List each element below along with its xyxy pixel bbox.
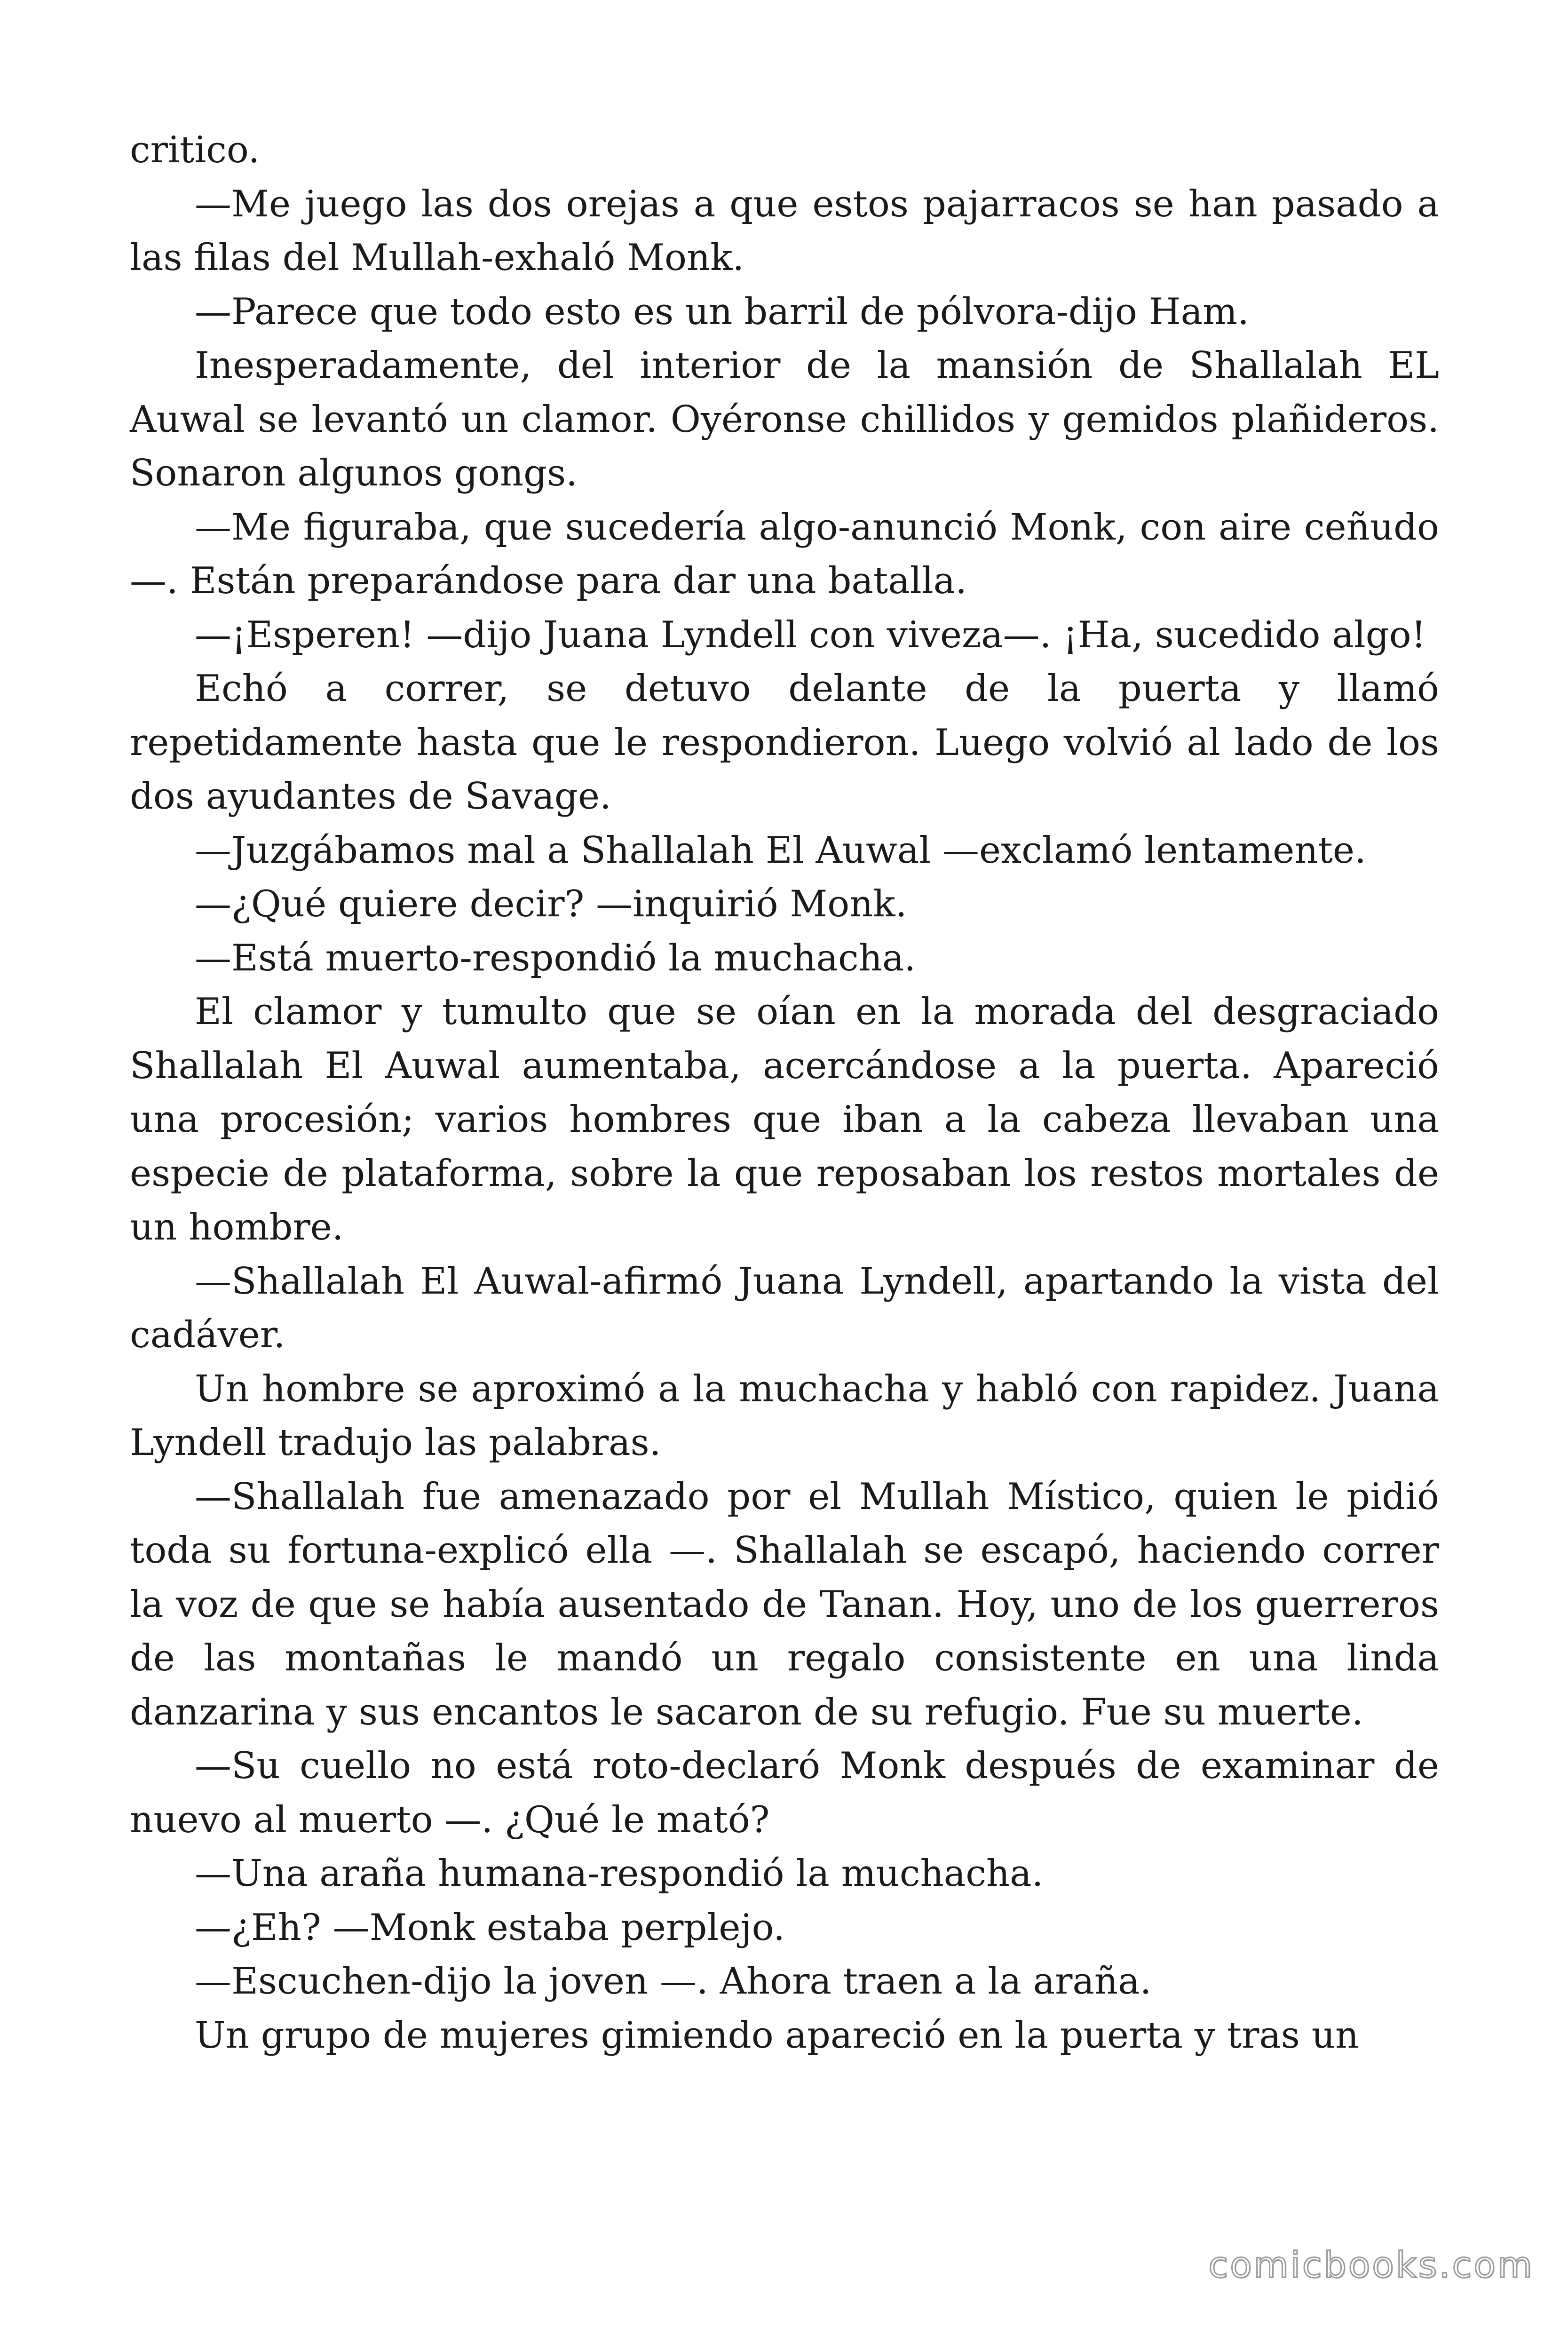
paragraph: —Una araña humana-respondió la muchacha. bbox=[195, 1852, 1044, 1895]
paragraph: —Me juego las dos orejas a que estos pajarracos se han pasado a las filas del Mullah-exhaló Monk. bbox=[130, 183, 1439, 279]
paragraph: Un hombre se aproximó a la muchacha y habló con rapidez. Juana Lyndell tradujo las palabras. bbox=[130, 1367, 1439, 1464]
paragraph: Echó a correr, se detuvo delante de la puerta y llamó repetidamente hasta que le respondieron. Luego volvió al lado de los dos ayudantes de Savage. bbox=[130, 667, 1439, 818]
paragraph: —¿Eh? —Monk estaba perplejo. bbox=[195, 1906, 785, 1949]
paragraph: —Juzgábamos mal a Shallalah El Auwal —exclamó lentamente. bbox=[195, 829, 1366, 872]
paragraph: —Shallalah El Auwal-afirmó Juana Lyndell, apartando la vista del cadáver. bbox=[130, 1260, 1439, 1356]
site-watermark: comicbooks.com bbox=[1208, 2244, 1534, 2286]
paragraph: —Su cuello no está roto-declaró Monk después de examinar de nuevo al muerto —. ¿Qué le mató? bbox=[130, 1745, 1439, 1841]
body-text bbox=[130, 123, 1439, 2062]
paragraph: —¿Qué quiere decir? —inquirió Monk. bbox=[195, 883, 907, 925]
paragraph: Inesperadamente, del interior de la mansión de Shallalah EL Auwal se levantó un clamor. Oyéronse chillidos y gemidos plañideros. Sonaron algunos gongs. bbox=[130, 344, 1439, 494]
paragraph: —Escuchen-dijo la joven —. Ahora traen a la araña. bbox=[195, 1960, 1152, 2002]
paragraph: —¡Esperen! —dijo Juana Lyndell con viveza—. ¡Ha, sucedido algo! bbox=[195, 613, 1426, 656]
paragraph: critico. bbox=[130, 129, 260, 171]
paragraph: —Parece que todo esto es un barril de pólvora-dijo Ham. bbox=[195, 290, 1249, 333]
paragraph: —Está muerto-respondió la muchacha. bbox=[195, 937, 916, 979]
paragraph: —Shallalah fue amenazado por el Mullah Místico, quien le pidió toda su fortuna-explicó ella —. Shallalah se escapó, haciendo correr la voz de que se había ausentado de Tanan. Hoy, uno de los guerreros de las montañas le mandó un regalo consistente en una linda danzarina y sus encantos le sacaron de su refugio. Fue su muerte. bbox=[130, 1475, 1439, 1733]
paragraph: —Me figuraba, que sucedería algo-anunció Monk, con aire ceñudo —. Están preparándose para dar una batalla. bbox=[130, 506, 1439, 602]
paragraph: El clamor y tumulto que se oían en la morada del desgraciado Shallalah El Auwal aumentaba, acercándose a la puerta. Apareció una procesión; varios hombres que iban a la cabeza llevaban una especie de plataforma, sobre la que reposaban los restos mortales de un hombre. bbox=[130, 991, 1439, 1248]
paragraph: Un grupo de mujeres gimiendo apareció en la puerta y tras un bbox=[195, 2014, 1359, 2057]
